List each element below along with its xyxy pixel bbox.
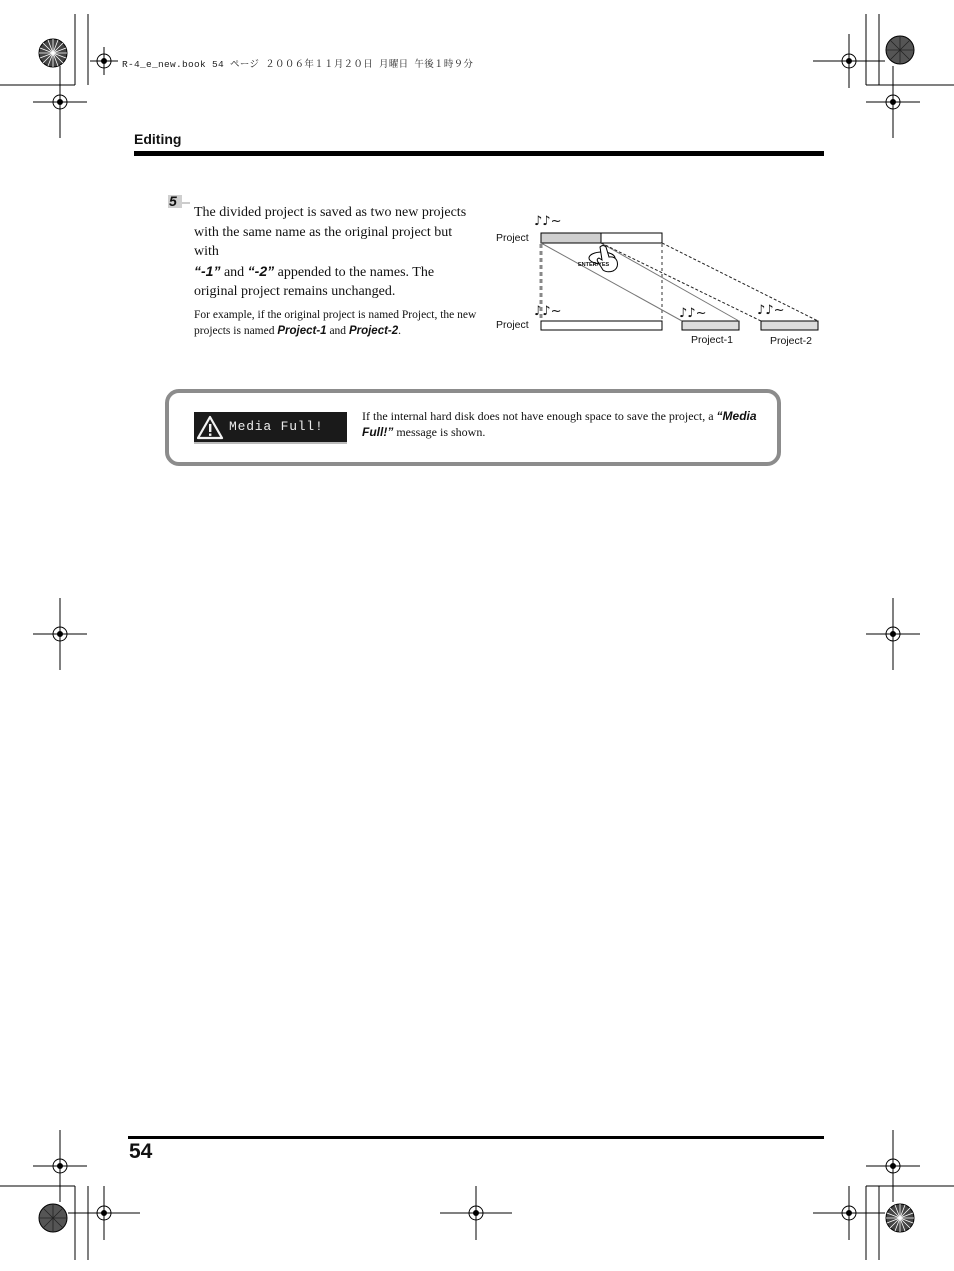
example-name-2: Project-2 bbox=[348, 324, 399, 337]
note-text-prefix: If the internal hard disk does not have enough space to save the project, a bbox=[362, 409, 717, 423]
page-number: 54 bbox=[129, 1140, 153, 1163]
suffix-2: “-2” bbox=[247, 262, 275, 279]
label-project-top: Project bbox=[496, 232, 529, 244]
step-number-label: 5 bbox=[169, 193, 177, 209]
footer-rule bbox=[128, 1136, 824, 1139]
note-text-emph: “Media Full!” bbox=[362, 409, 757, 439]
example-name-1: Project-1 bbox=[277, 324, 327, 337]
section-title: Editing bbox=[134, 131, 182, 147]
project-1-bar bbox=[682, 321, 739, 330]
step-text-2: appended to the names. The original project remains unchanged. bbox=[194, 264, 435, 300]
suffix-1: “-1” bbox=[194, 262, 221, 279]
lcd-screen bbox=[194, 412, 347, 444]
project-2-bar bbox=[761, 321, 818, 330]
music-note-icon: ♪♪~ bbox=[757, 303, 785, 318]
label-project-bottom: Project bbox=[496, 319, 529, 331]
header-rule bbox=[134, 151, 824, 156]
lcd-message: Media Full! bbox=[229, 419, 324, 434]
step-text-1: The divided project is saved as two new projects with the same name as the original project but with bbox=[194, 205, 467, 260]
step-description bbox=[194, 203, 474, 302]
example-and: and bbox=[326, 324, 349, 337]
project-divide-diagram bbox=[490, 200, 830, 360]
unchanged-project-bar bbox=[541, 321, 662, 330]
note-text bbox=[362, 409, 762, 440]
label-project-1: Project-1 bbox=[691, 334, 734, 346]
music-note-icon: ♪♪~ bbox=[679, 306, 707, 321]
music-note-icon: ♪♪~ bbox=[534, 304, 562, 319]
example-end: . bbox=[398, 324, 402, 337]
enter-yes-button-label: ENTER/YES bbox=[578, 262, 610, 268]
note-text-suffix: message is shown. bbox=[393, 424, 486, 439]
example-prefix: For example, if the original project is named Project, the new projects is named bbox=[194, 309, 477, 337]
label-project-2: Project-2 bbox=[770, 335, 813, 347]
warning-triangle-icon bbox=[197, 415, 225, 441]
and-word: and bbox=[220, 264, 248, 280]
step-number bbox=[167, 194, 189, 210]
music-note-icon: ♪♪~ bbox=[534, 214, 562, 229]
original-project-bar-first-half bbox=[542, 234, 601, 243]
print-header: R-4_e_new.book 54 ページ ２００６年１１月２０日 月曜日 午後１時９分 bbox=[122, 59, 474, 70]
example-text bbox=[194, 308, 484, 339]
